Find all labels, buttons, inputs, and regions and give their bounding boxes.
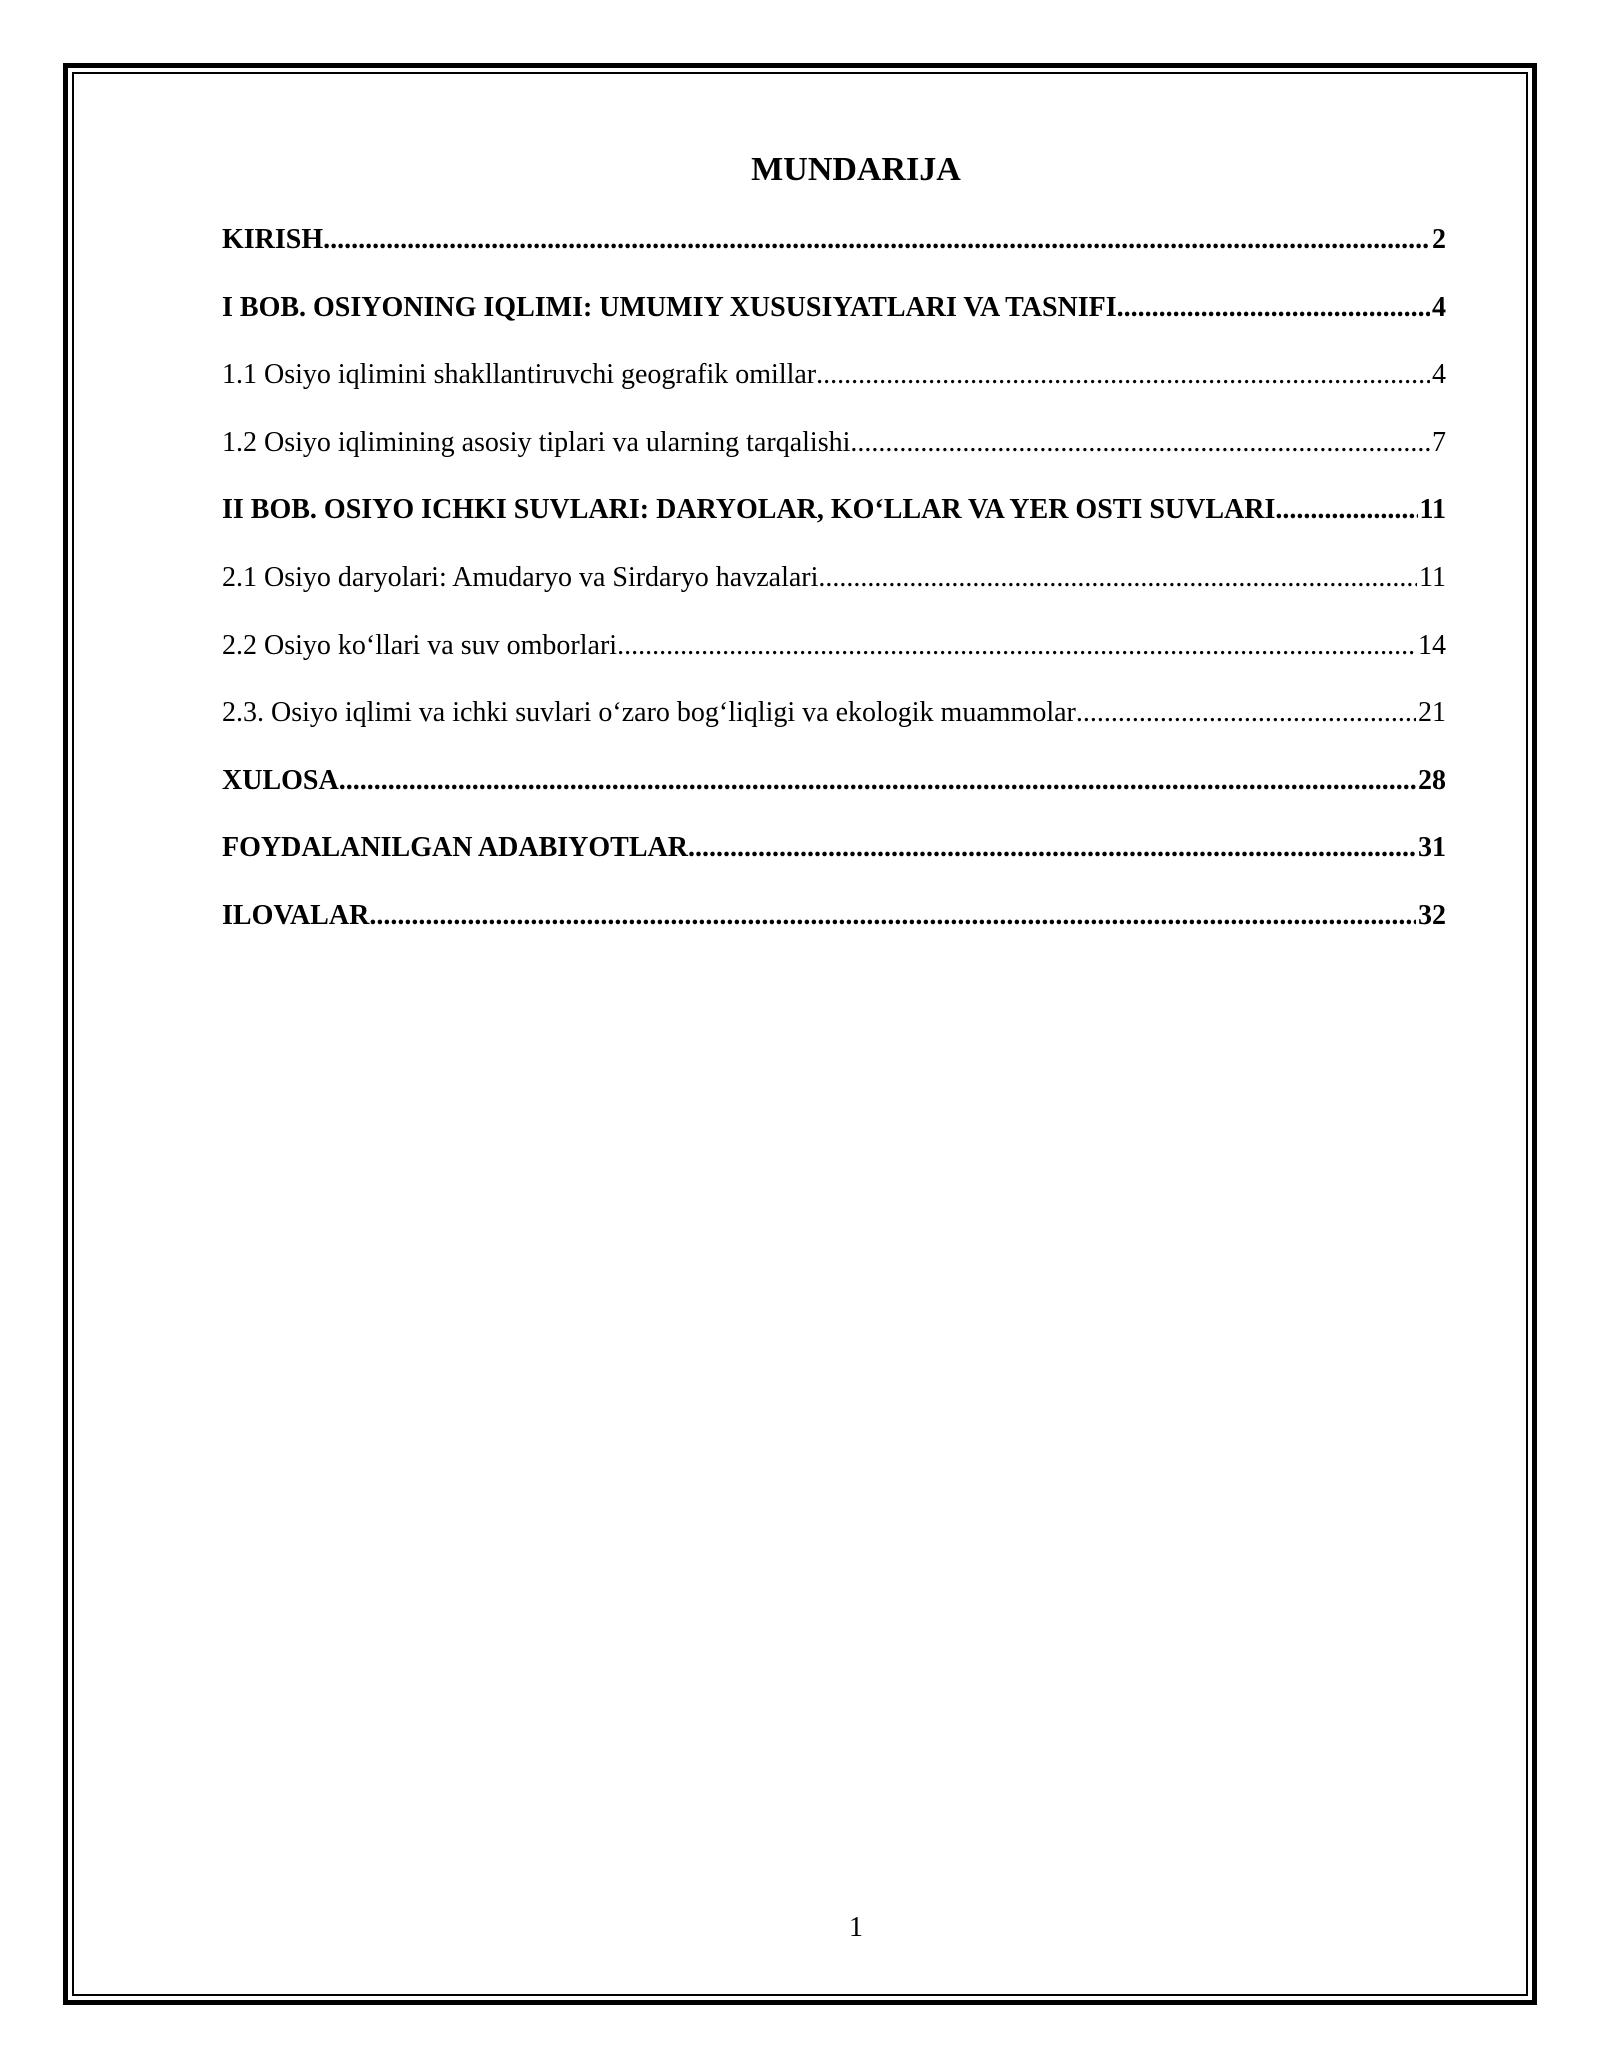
toc-entry-page: 14 <box>1418 629 1446 661</box>
toc-entry-page: 28 <box>1418 764 1446 796</box>
table-of-contents <box>222 218 1446 962</box>
toc-entry-chapter-2[interactable] <box>222 488 1446 556</box>
toc-entry-section-1-1[interactable] <box>222 353 1446 421</box>
toc-entry-page: 32 <box>1418 899 1446 931</box>
toc-leader-dots <box>688 826 1416 870</box>
toc-entry-label: KIRISH <box>222 224 324 255</box>
toc-entry-label: 2.3. Osiyo iqlimi va ichki suvlari o‘zaro bog‘liqligi va ekologik muammolar <box>222 697 1076 729</box>
toc-leader-dots <box>1117 286 1430 330</box>
toc-entry-page: 11 <box>1419 494 1446 526</box>
toc-entry-label: 1.2 Osiyo iqlimining asosiy tiplari va ularning tarqalishi <box>222 426 851 458</box>
toc-leader-dots <box>339 759 1416 803</box>
toc-entry-page: 7 <box>1432 426 1446 458</box>
toc-entry-page: 4 <box>1432 291 1446 323</box>
toc-entry-section-2-1[interactable] <box>222 556 1446 624</box>
toc-entry-label: 1.1 Osiyo iqlimini shakllantiruvchi geografik omillar <box>222 359 817 391</box>
toc-entry-page: 2 <box>1432 224 1446 255</box>
toc-entry-page: 4 <box>1432 359 1446 391</box>
toc-entry-page: 11 <box>1419 561 1446 593</box>
toc-leader-dots <box>816 353 1430 397</box>
toc-leader-dots <box>850 421 1430 465</box>
toc-leader-dots <box>1275 488 1417 532</box>
toc-leader-dots <box>818 556 1417 600</box>
toc-leader-dots <box>323 218 1430 262</box>
toc-entry-page: 31 <box>1418 832 1446 864</box>
toc-entry-label: II BOB. OSIYO ICHKI SUVLARI: DARYOLAR, KO‘LLAR VA YER OSTI SUVLARI <box>222 494 1276 526</box>
toc-entry-label: I BOB. OSIYONING IQLIMI: UMUMIY XUSUSIYATLARI VA TASNIFI <box>222 291 1117 323</box>
toc-entry-section-1-2[interactable] <box>222 421 1446 489</box>
page-title: MUNDARIJA <box>751 151 961 188</box>
toc-entry-conclusion[interactable] <box>222 759 1446 827</box>
toc-entry-appendices[interactable] <box>222 894 1446 962</box>
toc-entry-page: 21 <box>1418 697 1446 729</box>
toc-leader-dots <box>369 894 1416 938</box>
toc-entry-chapter-1[interactable] <box>222 286 1446 354</box>
toc-leader-dots <box>617 624 1416 668</box>
toc-entry-label: ILOVALAR <box>222 899 370 931</box>
toc-entry-label: XULOSA <box>222 764 339 796</box>
toc-entry-label: 2.2 Osiyo ko‘llari va suv omborlari <box>222 629 618 661</box>
toc-entry-section-2-2[interactable] <box>222 624 1446 692</box>
toc-entry-introduction[interactable] <box>222 218 1446 286</box>
toc-entry-references[interactable] <box>222 826 1446 894</box>
toc-entry-label: 2.1 Osiyo daryolari: Amudaryo va Sirdaryo havzalari <box>222 561 819 593</box>
page-number: 1 <box>849 1912 863 1943</box>
toc-entry-label: FOYDALANILGAN ADABIYOTLAR <box>222 832 688 864</box>
toc-entry-section-2-3[interactable] <box>222 691 1446 759</box>
toc-leader-dots <box>1076 691 1416 735</box>
